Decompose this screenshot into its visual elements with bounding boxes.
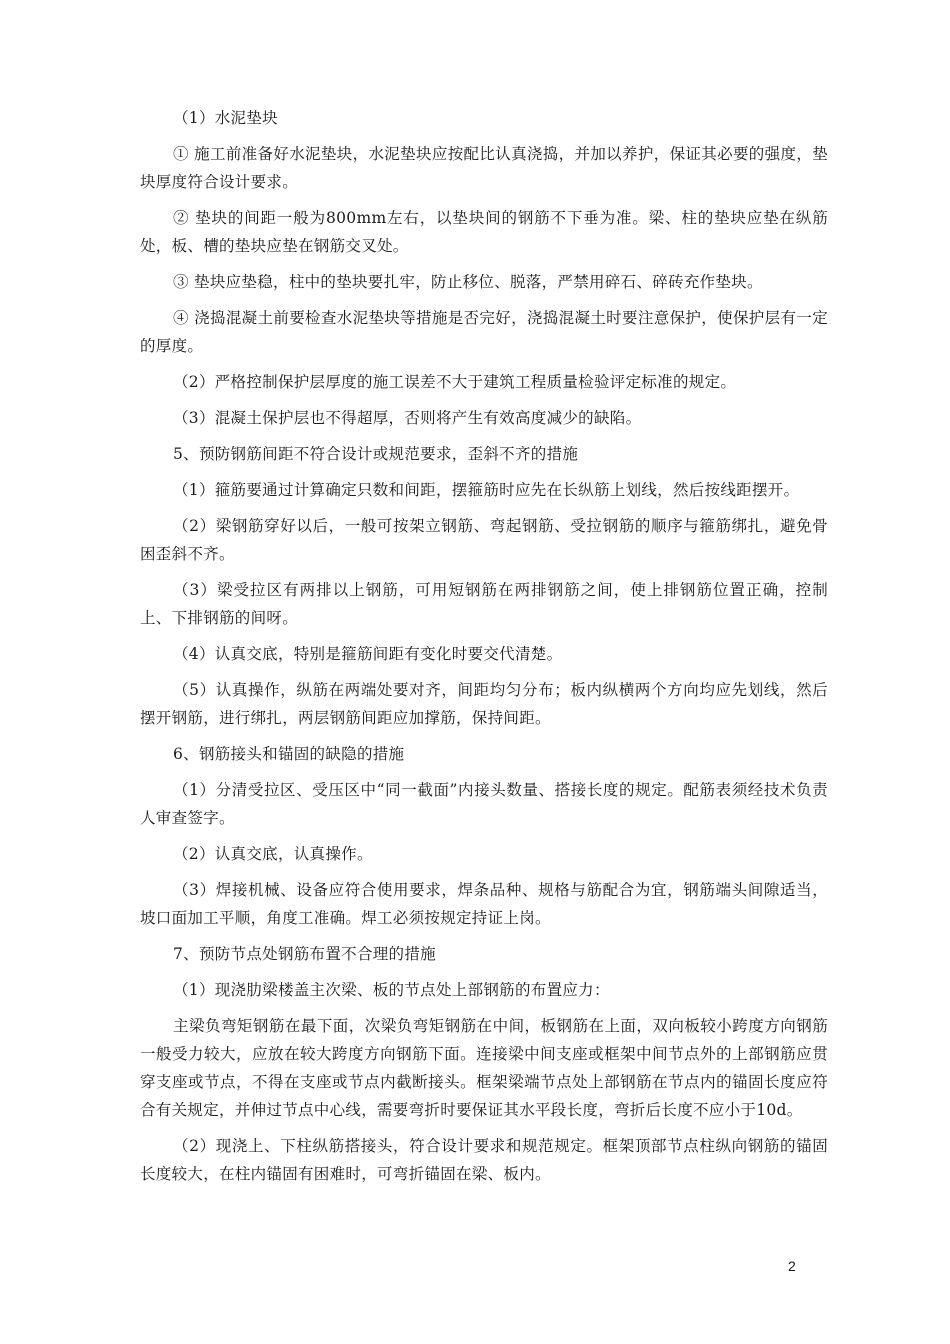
paragraph: 主梁负弯矩钢筋在最下面，次梁负弯矩钢筋在中间，板钢筋在上面，双向板较小跨度方向钢筋一般受力较大，应放在较大跨度方向钢筋下面。连接梁中间支座或框架中间节点外的上部钢筋应贯穿支座或节点，不得在支座或节点内截断接头。框架梁端节点处上部钢筋在节点内的锚固长度应符合有关规定，并伸过节点中心线，需要弯折时要保证其水平段长度，弯折后长度不应小于10d。 [140, 1017, 828, 1119]
paragraph: ② 垫块的间距一般为800mm左右，以垫块间的钢筋不下垂为准。梁、柱的垫块应垫在纵筋处，板、槽的垫块应垫在钢筋交叉处。 [140, 209, 828, 255]
paragraph: （1）现浇肋梁楼盖主次梁、板的节点处上部钢筋的布置应力： [173, 981, 610, 999]
paragraph: （3）焊接机械、设备应符合使用要求，焊条品种、规格与筋配合为宜，钢筋端头间隙适当，坡口面加工平顺，角度工准确。焊工必须按规定持证上岗。 [140, 881, 828, 927]
paragraph: （2）现浇上、下柱纵筋搭接头，符合设计要求和规范规定。框架顶部节点柱纵向钢筋的锚固长度较大，在柱内锚固有困难时，可弯折锚固在梁、板内。 [140, 1137, 828, 1183]
paragraph: （3）混凝土保护层也不得超厚，否则将产生有效高度减少的缺陷。 [173, 409, 642, 427]
paragraph: （2）认真交底，认真操作。 [173, 845, 373, 863]
paragraph: （1）箍筋要通过计算确定只数和间距，摆箍筋时应先在长纵筋上划线，然后按线距摆开。 [173, 481, 800, 499]
paragraph: ③ 垫块应垫稳，柱中的垫块要扎牢，防止移位、脱落，严禁用碎石、碎砖充作垫块。 [173, 273, 763, 291]
paragraph: （5）认真操作，纵筋在两端处要对齐，间距均匀分布；板内纵横两个方向均应先划线，然后摆开钢筋，进行绑扎，两层钢筋间距应加撑筋，保持间距。 [140, 681, 828, 727]
section-heading: 7、预防节点处钢筋布置不合理的措施 [173, 945, 436, 963]
paragraph: （2）严格控制保护层厚度的施工误差不大于建筑工程质量检验评定标准的规定。 [173, 373, 737, 391]
paragraph: （3）梁受拉区有两排以上钢筋，可用短钢筋在两排钢筋之间，使上排钢筋位置正确，控制上、下排钢筋的间呀。 [140, 581, 828, 627]
section-heading: 6、钢筋接头和锚固的缺隐的措施 [173, 745, 405, 763]
paragraph: （4）认真交底，特别是箍筋间距有变化时要交代清楚。 [173, 645, 563, 663]
page-number: 2 [788, 1258, 796, 1274]
paragraph: ① 施工前准备好水泥垫块，水泥垫块应按配比认真浇捣，并加以养护，保证其必要的强度，垫块厚度符合设计要求。 [140, 145, 828, 191]
section-heading: 5、预防钢筋间距不符合设计或规范要求，歪斜不齐的措施 [173, 445, 579, 463]
document-body [140, 104, 828, 1196]
paragraph: （2）梁钢筋穿好以后，一般可按架立钢筋、弯起钢筋、受拉钢筋的顺序与箍筋绑扎，避免骨困歪斜不齐。 [140, 517, 828, 563]
paragraph: （1）水泥垫块 [173, 109, 278, 127]
paragraph: ④ 浇捣混凝土前要检查水泥垫块等措施是否完好，浇捣混凝土时要注意保护，使保护层有一定的厚度。 [140, 309, 828, 355]
paragraph: （1）分清受拉区、受压区中“同一截面”内接头数量、搭接长度的规定。配筋表须经技术负责人审查签字。 [140, 781, 828, 827]
